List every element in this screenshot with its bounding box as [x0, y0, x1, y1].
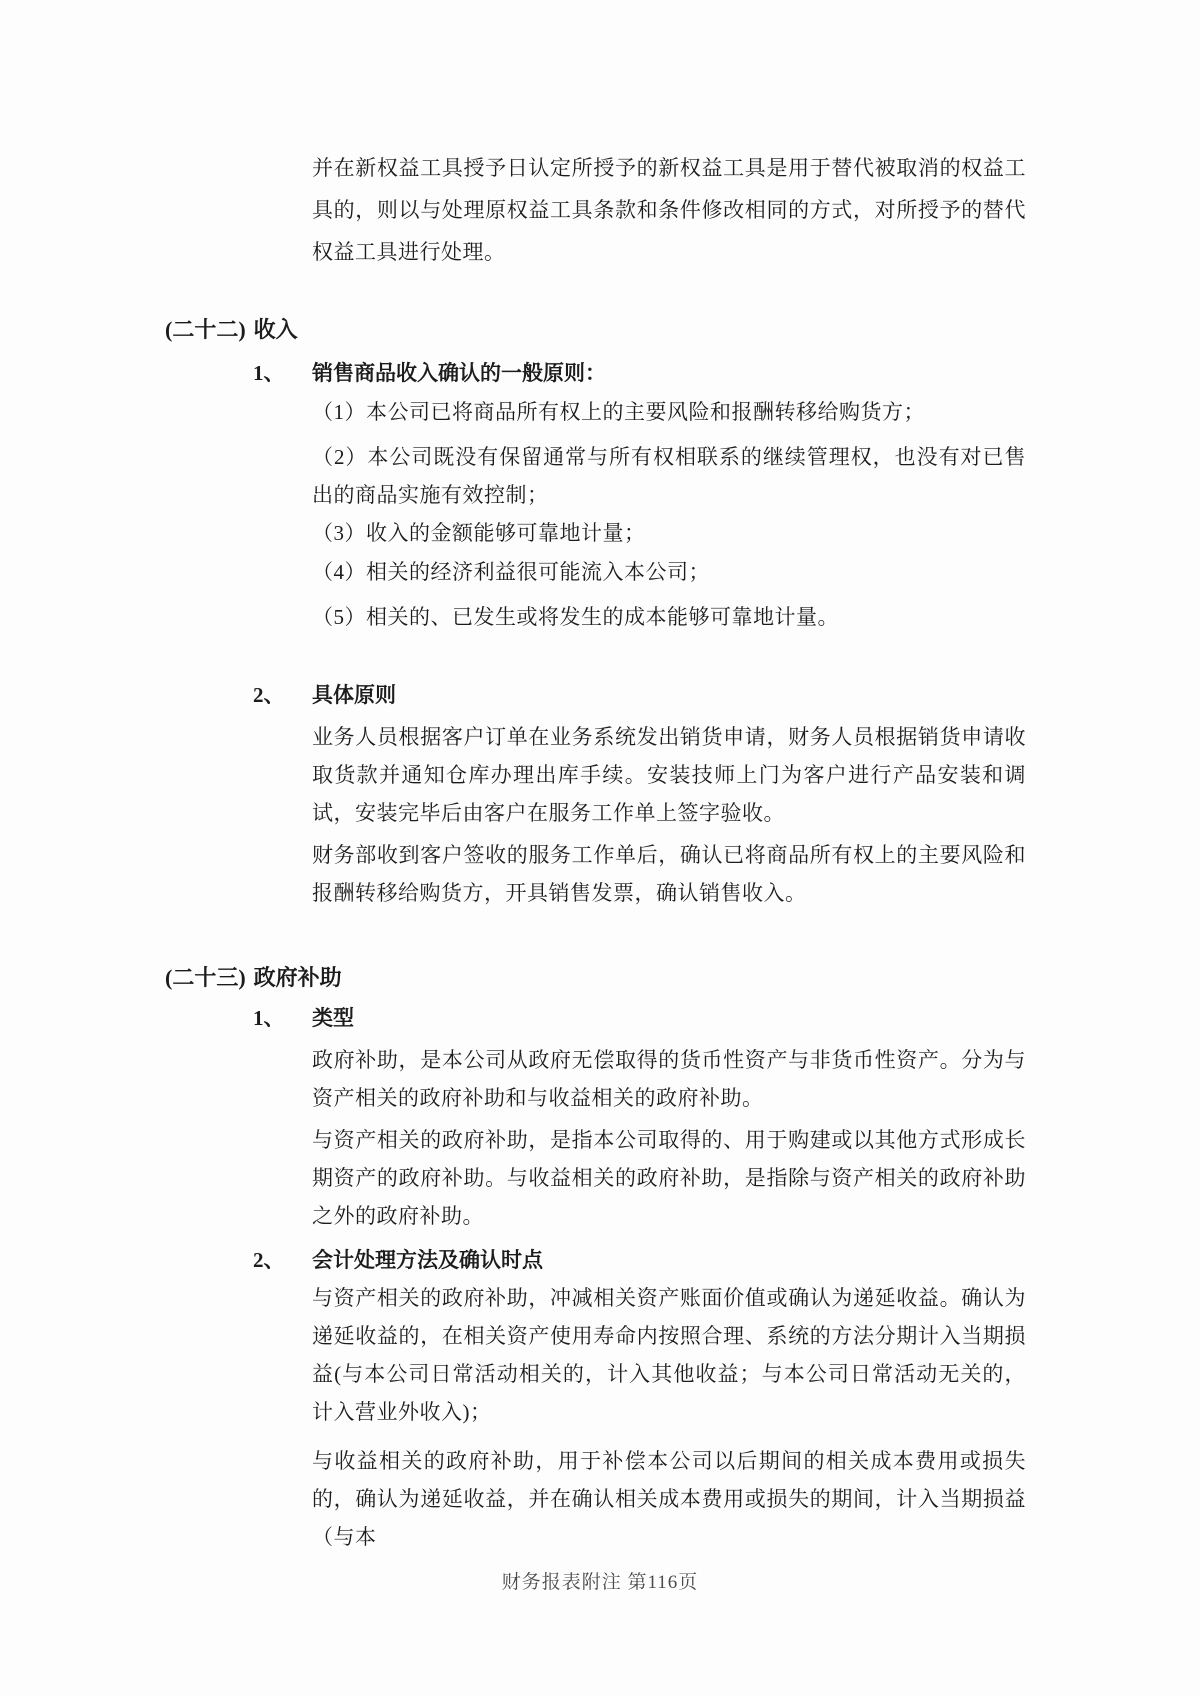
paragraph-grant-definition: 政府补助，是本公司从政府无偿取得的货币性资产与非货币性资产。分为与资产相关的政府补助和与收益相关的政府补助。	[312, 1048, 1026, 1110]
section-heading-revenue	[165, 316, 298, 344]
item-heading-specific-principles	[253, 681, 396, 709]
paragraph-condition-1: （1）本公司已将商品所有权上的主要风险和报酬转移给购货方；	[312, 400, 925, 424]
paragraph-asset-grant-definition: 与资产相关的政府补助，是指本公司取得的、用于购建或以其他方式形成长期资产的政府补助。与收益相关的政府补助，是指除与资产相关的政府补助之外的政府补助。	[312, 1128, 1026, 1228]
item-title: 销售商品收入确认的一般原则：	[312, 361, 606, 385]
item-title: 会计处理方法及确认时点	[312, 1248, 543, 1272]
paragraph-condition-2: （2）本公司既没有保留通常与所有权相联系的继续管理权，也没有对已售出的商品实施有效控制；	[312, 445, 1026, 507]
item-heading-accounting-treatment	[253, 1246, 543, 1274]
section-heading-government-grants	[165, 964, 342, 992]
item-title: 具体原则	[312, 683, 396, 707]
paragraph-condition-5: （5）相关的、已发生或将发生的成本能够可靠地计量。	[312, 605, 839, 629]
paragraph-asset-grant-treatment: 与资产相关的政府补助，冲减相关资产账面价值或确认为递延收益。确认为递延收益的，在相关资产使用寿命内按照合理、系统的方法分期计入当期损益(与本公司日常活动相关的，计入其他收益；与本公司日常活动无关的，计入营业外收入)；	[312, 1286, 1026, 1424]
item-number: 1、	[253, 361, 285, 385]
paragraph-finance-confirmation: 财务部收到客户签收的服务工作单后，确认已将商品所有权上的主要风险和报酬转移给购货方，开具销售发票，确认销售收入。	[312, 843, 1026, 905]
section-number: (二十二)	[165, 317, 246, 342]
item-number: 2、	[253, 1248, 285, 1272]
section-title: 政府补助	[253, 965, 342, 990]
intro-paragraph: 并在新权益工具授予日认定所授予的新权益工具是用于替代被取消的权益工具的，则以与处理原权益工具条款和条件修改相同的方式，对所授予的替代权益工具进行处理。	[312, 156, 1026, 264]
section-number: (二十三)	[165, 965, 246, 990]
item-title: 类型	[312, 1006, 354, 1030]
item-heading-grant-types	[253, 1004, 354, 1032]
paragraph-condition-3: （3）收入的金额能够可靠地计量；	[312, 521, 646, 545]
item-number: 1、	[253, 1006, 285, 1030]
page-footer: 财务报表附注 第116页	[501, 1572, 699, 1593]
item-heading-general-principles	[253, 359, 606, 387]
section-title: 收入	[253, 317, 298, 342]
paragraph-sales-process: 业务人员根据客户订单在业务系统发出销货申请，财务人员根据销货申请收取货款并通知仓库办理出库手续。安装技师上门为客户进行产品安装和调试，安装完毕后由客户在服务工作单上签字验收。	[312, 725, 1026, 825]
paragraph-condition-4: （4）相关的经济利益很可能流入本公司；	[312, 560, 710, 584]
item-number: 2、	[253, 683, 285, 707]
paragraph-income-grant-treatment: 与收益相关的政府补助，用于补偿本公司以后期间的相关成本费用或损失的，确认为递延收益，并在确认相关成本费用或损失的期间，计入当期损益（与本	[312, 1449, 1026, 1549]
